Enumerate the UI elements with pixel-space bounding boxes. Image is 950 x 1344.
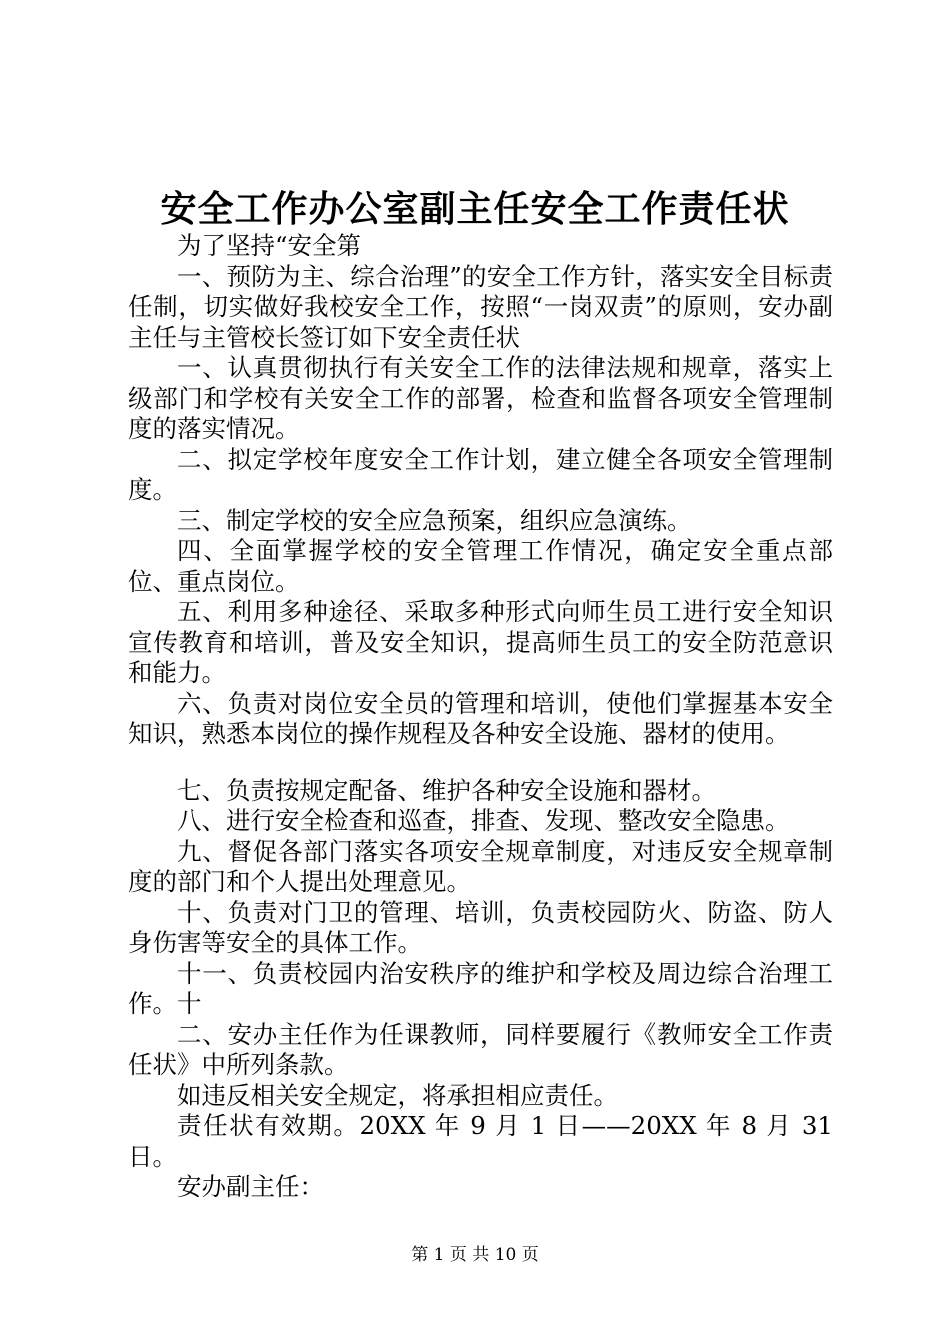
paragraph-item-5: 五、利用多种途径、采取多种形式向师生员工进行安全知识宣传教育和培训，普及安全知识，提高师生员工的安全防范意识和能力。	[128, 597, 833, 687]
paragraph-validity: 责任状有效期。20XX 年 9 月 1 日——20XX 年 8 月 31 日。	[128, 1111, 833, 1171]
paragraph-item-11: 十一、负责校园内治安秩序的维护和学校及周边综合治理工作。十	[128, 958, 833, 1018]
paragraph-preamble: 一、预防为主、综合治理”的安全工作方针，落实安全目标责任制，切实做好我校安全工作，按照“一岗双责”的原则，安办副主任与主管校长签订如下安全责任状	[128, 261, 833, 352]
document-body	[128, 231, 833, 1203]
paragraph-item-10: 十、负责对门卫的管理、培训，负责校园防火、防盗、防人身伤害等安全的具体工作。	[128, 897, 833, 957]
paragraph-item-3: 三、制定学校的安全应急预案，组织应急演练。	[177, 505, 692, 535]
signature-line: 安办副主任：	[177, 1172, 324, 1201]
paragraph-item-12: 二、安办主任作为任课教师，同样要履行《教师安全工作责任状》中所列条款。	[128, 1019, 833, 1079]
paragraph-item-2: 二、拟定学校年度安全工作计划，建立健全各项安全管理制度。	[128, 444, 833, 504]
page-number-footer: 第 1 页 共 10 页	[411, 1245, 539, 1265]
paragraph-item-6: 六、负责对岗位安全员的管理和培训，使他们掌握基本安全知识，熟悉本岗位的操作规程及各种安全设施、器材的使用。	[128, 688, 833, 748]
paragraph-spacer	[128, 750, 833, 776]
paragraph-item-8: 八、进行安全检查和巡查，排查、发现、整改安全隐患。	[177, 806, 790, 835]
paragraph-item-7: 七、负责按规定配备、维护各种安全设施和器材。	[177, 775, 716, 805]
paragraph-liability: 如违反相关安全规定，将承担相应责任。	[177, 1080, 618, 1110]
paragraph-intro: 为了坚持“安全第	[177, 231, 362, 260]
paragraph-item-9: 九、督促各部门落实各项安全规章制度，对违反安全规章制度的部门和个人提出处理意见。	[128, 836, 833, 896]
paragraph-item-4: 四、全面掌握学校的安全管理工作情况，确定安全重点部位、重点岗位。	[128, 536, 833, 596]
document-title: 安全工作办公室副主任安全工作责任状	[160, 188, 790, 230]
paragraph-item-1: 一、认真贯彻执行有关安全工作的法律法规和规章，落实上级部门和学校有关安全工作的部署，检查和监督各项安全管理制度的落实情况。	[128, 353, 833, 443]
